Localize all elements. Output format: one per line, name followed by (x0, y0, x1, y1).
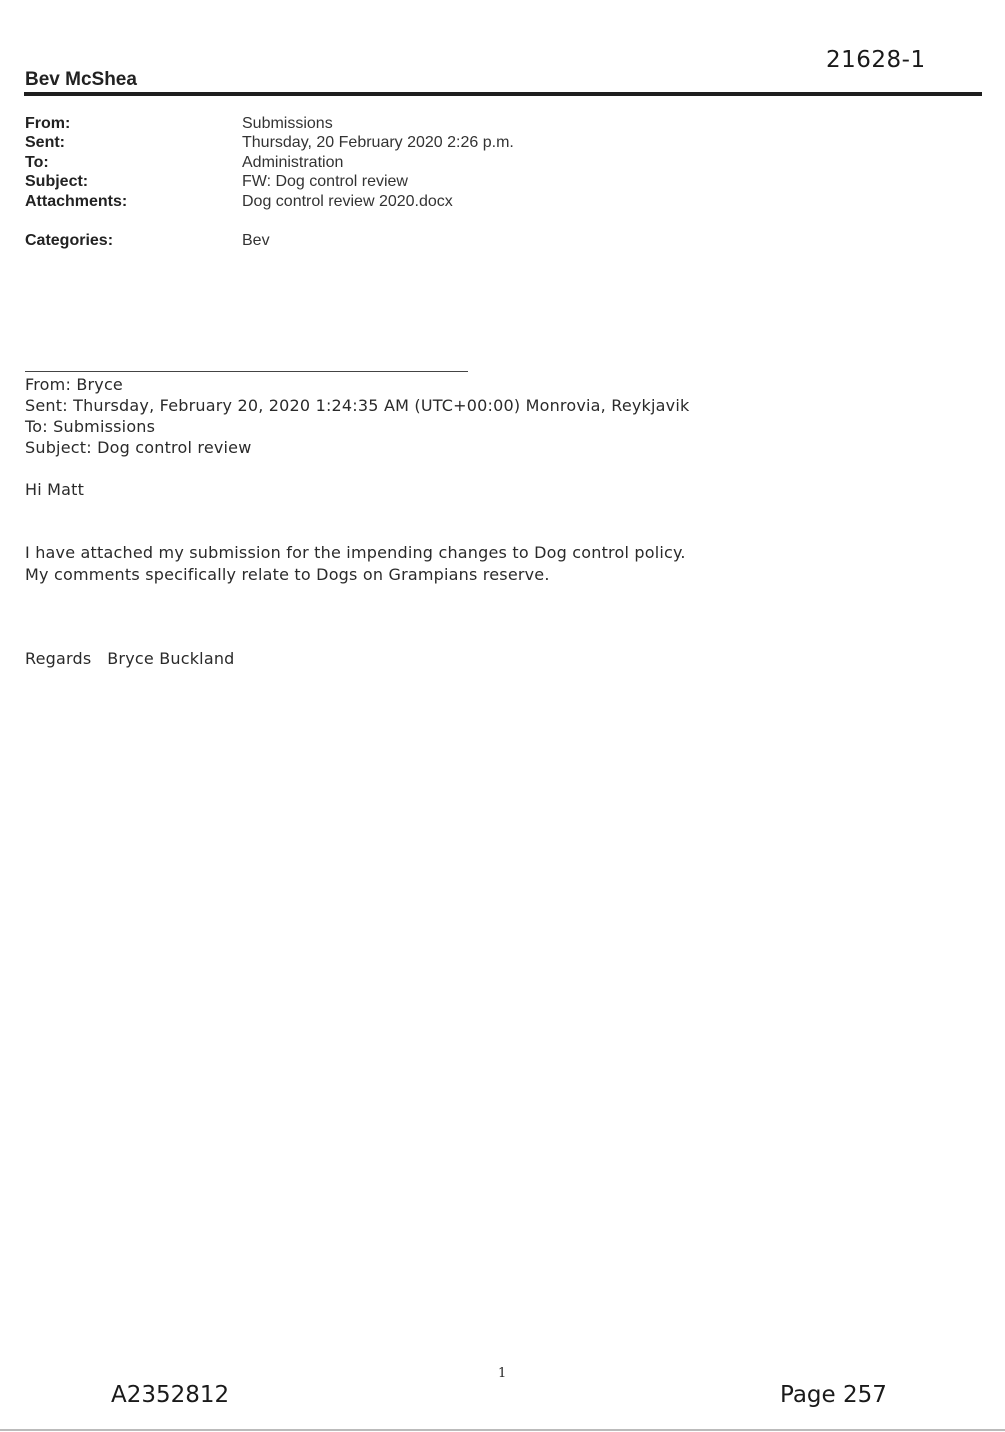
body-greeting: Hi Matt (25, 480, 85, 499)
sent-value: Thursday, 20 February 2020 2:26 p.m. (242, 134, 514, 151)
from-label: From: (25, 115, 71, 132)
subject-value: FW: Dog control review (242, 173, 408, 190)
header-divider (24, 92, 982, 96)
categories-label: Categories: (25, 232, 114, 249)
page-label: Page 257 (780, 1382, 887, 1408)
forwarded-from: From: Bryce (25, 375, 123, 394)
forwarded-to: To: Submissions (25, 417, 156, 436)
attachment-file[interactable]: Dog control review 2020.docx (242, 193, 453, 210)
document-id: A2352812 (111, 1382, 230, 1408)
body-line-2: My comments specifically relate to Dogs on Grampians reserve. (25, 565, 550, 584)
body-line-1: I have attached my submission for the impending changes to Dog control policy. (25, 543, 686, 562)
document-reference: 21628-1 (826, 47, 926, 73)
body-signoff: Regards Bryce Buckland (25, 649, 235, 668)
to-label: To: (25, 154, 49, 171)
page-bottom-edge (0, 1429, 1005, 1431)
to-value: Administration (242, 154, 344, 171)
attachments-label: Attachments: (25, 193, 128, 210)
from-value: Submissions (242, 115, 333, 132)
forwarded-sent: Sent: Thursday, February 20, 2020 1:24:35 AM (UTC+00:00) Monrovia, Reykjavik (25, 396, 690, 415)
forwarded-subject: Subject: Dog control review (25, 438, 252, 457)
page-number: 1 (498, 1366, 507, 1381)
sent-label: Sent: (25, 134, 65, 151)
forward-separator (25, 371, 468, 372)
subject-label: Subject: (25, 173, 89, 190)
mailbox-owner-name: Bev McShea (25, 69, 137, 90)
categories-value: Bev (242, 232, 270, 249)
